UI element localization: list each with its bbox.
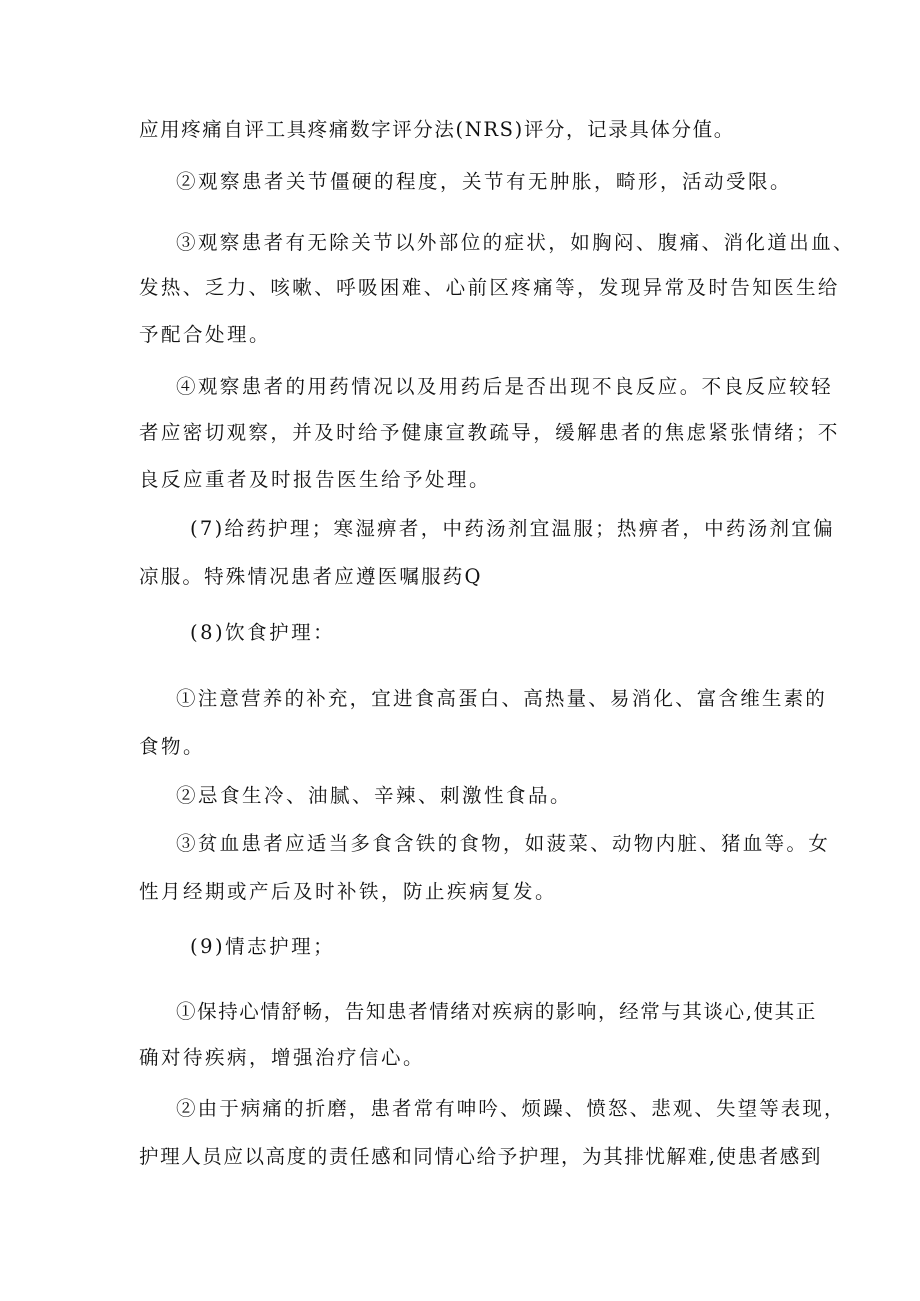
text-line: 性月经期或产后及时补铁，防止疾病复发。 <box>139 880 558 903</box>
text-line: 者应密切观察，并及时给予健康宣教疏导，缓解患者的焦虑紧张情绪；不 <box>139 421 840 444</box>
text-line: ③贫血患者应适当多食含铁的食物，如菠菜、动物内脏、猪血等。女 <box>176 832 831 855</box>
text-line: ②忌食生冷、油腻、辛辣、刺激性食品。 <box>176 784 573 807</box>
text-line: 凉服。特殊情况患者应遵医嘱服药Q <box>139 565 483 588</box>
section-heading-diet: (8)饮食护理： <box>190 621 336 644</box>
text-line: ①注意营养的补充，宜进食高蛋白、高热量、易消化、富含维生素的 <box>176 687 828 710</box>
text-line: 应用疼痛自评工具疼痛数字评分法(NRS)评分，记录具体分值。 <box>139 118 735 141</box>
text-line: 护理人员应以高度的责任感和同情心给予护理，为其排忧解难,使患者感到 <box>139 1145 822 1168</box>
text-line: ②由于病痛的折磨，患者常有呻吟、烦躁、愤怒、悲观、失望等表现， <box>176 1097 846 1120</box>
text-line: 良反应重者及时报告医生给予处理。 <box>139 468 492 491</box>
section-heading-medication: (7)给药护理；寒湿痹者，中药汤剂宜温服；热痹者，中药汤剂宜偏 <box>190 517 835 540</box>
text-line: ①保持心情舒畅，告知患者情绪对疾病的影响，经常与其谈心,使其正 <box>176 1000 817 1023</box>
text-line: ④观察患者的用药情况以及用药后是否出现不良反应。不良反应较轻 <box>176 375 834 398</box>
text-line: 发热、乏力、咳嗽、呼吸困难、心前区疼痛等，发现异常及时告知医生给 <box>139 276 840 299</box>
text-line: 予配合处理。 <box>139 323 272 346</box>
text-line: 确对待疾病，增强治疗信心。 <box>139 1046 426 1069</box>
section-heading-emotion: (9)情志护理； <box>190 935 336 958</box>
text-line: ②观察患者关节僵硬的程度，关节有无肿胀，畸形，活动受限。 <box>176 170 793 193</box>
text-line: 食物。 <box>139 735 206 758</box>
text-line: ③观察患者有无除关节以外部位的症状，如胸闷、腹痛、消化道出血、 <box>176 231 855 254</box>
